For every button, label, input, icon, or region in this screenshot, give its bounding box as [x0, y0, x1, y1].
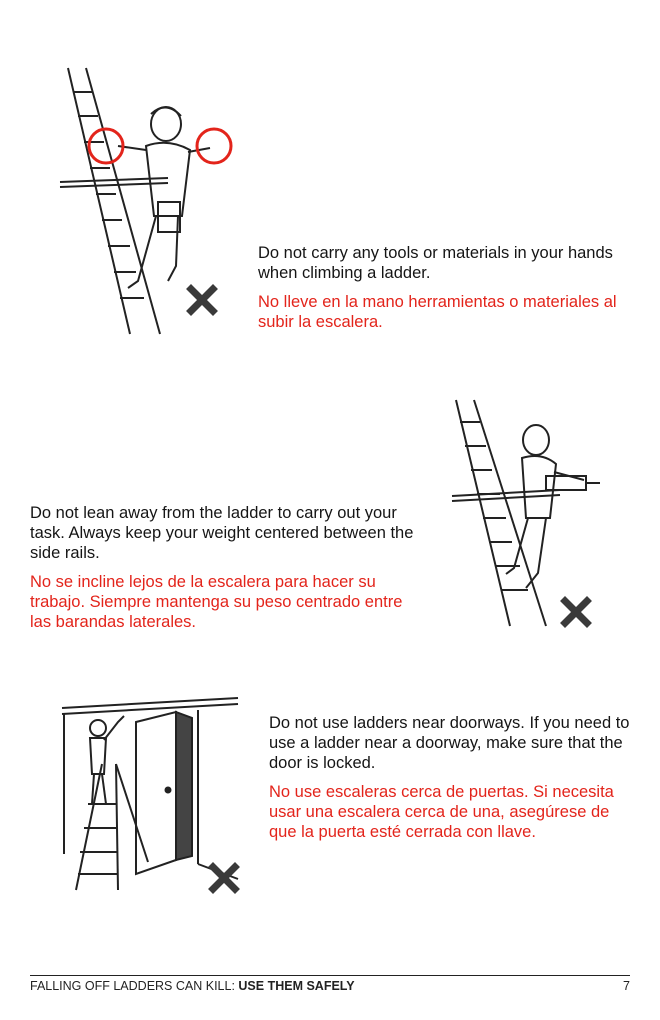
section-3-spanish: No use escaleras cerca de puertas. Si necesita usar una escalera cerca de una, asegúrese de que la puerta esté cerrada con llave.	[269, 783, 614, 841]
section-1-spanish: No lleve en la mano herramientas o materiales al subir la escalera.	[258, 293, 617, 331]
section-2-english: Do not lean away from the ladder to carry out your task. Always keep your weight centered between the side rails.	[30, 504, 414, 562]
section-2-text	[30, 503, 425, 632]
section-2-spanish: No se incline lejos de la escalera para hacer su trabajo. Siempre mantenga su peso centrado entre las barandas laterales.	[30, 573, 403, 631]
page-footer	[30, 975, 630, 993]
illustration-leaning-away	[450, 398, 610, 630]
page-number: 7	[623, 979, 630, 993]
section-1-english: Do not carry any tools or materials in your hands when climbing a ladder.	[258, 244, 613, 282]
section-3-text	[269, 713, 634, 842]
illustration-near-doorway	[58, 694, 248, 894]
illustration-tools-in-hands	[58, 66, 248, 338]
footer-title-lead: FALLING OFF LADDERS CAN KILL:	[30, 979, 239, 993]
footer-title-bold: USE THEM SAFELY	[238, 979, 355, 993]
section-3-english: Do not use ladders near doorways. If you need to use a ladder near a doorway, make sure that the door is locked.	[269, 714, 630, 772]
footer-title	[30, 979, 355, 993]
section-1-text	[258, 243, 638, 332]
